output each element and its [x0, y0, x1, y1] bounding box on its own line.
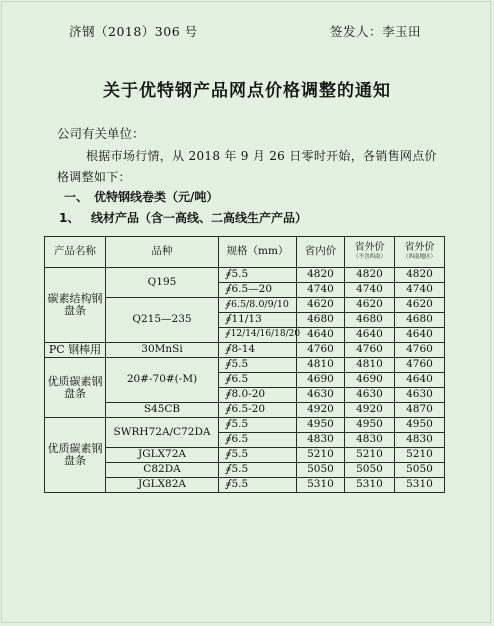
header-variety: 品种	[106, 237, 219, 268]
spec-cell	[219, 388, 297, 403]
table-row	[45, 358, 445, 373]
signer: 签发人：李玉田	[330, 24, 422, 39]
price-in-province: 5210	[297, 448, 345, 463]
header-out-province-1-label: 省外价	[354, 241, 385, 253]
category-carbon: 碳素结构钢盘条	[45, 268, 106, 343]
spec-value: 6.5-20	[231, 403, 266, 416]
diameter-icon: ∮	[225, 403, 231, 416]
diameter-icon: ∮	[225, 463, 231, 476]
price-out-province-2: 4950	[395, 418, 445, 433]
price-out-province-1: 4740	[345, 283, 395, 298]
diameter-icon: ∮	[225, 388, 231, 401]
price-in-province: 4810	[297, 358, 345, 373]
variety-20-70: 20#-70#(-M)	[106, 358, 219, 403]
spec-value: 6.5—20	[231, 283, 273, 296]
spec-value: 5.5	[231, 478, 249, 491]
notice-title: 关于优特钢产品网点价格调整的通知	[103, 81, 391, 101]
variety-c82da: C82DA	[106, 463, 219, 478]
price-out-province-1: 4690	[345, 373, 395, 388]
price-in-province: 4620	[297, 298, 345, 313]
price-table	[44, 236, 445, 493]
price-out-province-1: 5310	[345, 478, 395, 493]
spec-cell	[219, 418, 297, 433]
header-out-province-2	[395, 237, 445, 268]
price-in-province: 4760	[297, 343, 345, 358]
price-in-province: 4690	[297, 373, 345, 388]
diameter-icon: ∮	[225, 313, 231, 326]
price-out-province-2: 5310	[395, 478, 445, 493]
price-in-province: 4630	[297, 388, 345, 403]
price-in-province: 4740	[297, 283, 345, 298]
spec-cell	[219, 283, 297, 298]
price-out-province-2: 4870	[395, 403, 445, 418]
price-out-province-1: 4950	[345, 418, 395, 433]
spec-cell	[219, 463, 297, 478]
subsection-heading	[59, 209, 307, 226]
salutation: 公司有关单位：	[57, 126, 145, 141]
spec-cell	[219, 448, 297, 463]
body-line-1: 根据市场行情，从 2018 年 9 月 26 日零时开始，各销售网点价	[86, 149, 437, 163]
price-out-province-2: 4740	[395, 283, 445, 298]
spec-value: 5.5	[231, 463, 249, 476]
category-quality-1: 优质碳素钢盘条	[45, 358, 106, 418]
category-pc: PC 钢棒用	[45, 343, 106, 358]
spec-value: 8.0-20	[231, 388, 266, 401]
price-out-province-1: 4920	[345, 403, 395, 418]
price-out-province-2: 4640	[395, 328, 445, 343]
category-quality-2: 优质碳素钢盘条	[45, 418, 106, 493]
price-out-province-1: 4760	[345, 343, 395, 358]
header-in-province: 省内价	[297, 237, 345, 268]
subsection-number: 1、	[59, 211, 80, 225]
diameter-icon: ∮	[225, 283, 231, 296]
diameter-icon: ∮	[225, 478, 231, 491]
price-out-province-2: 4680	[395, 313, 445, 328]
price-out-province-2: 4630	[395, 388, 445, 403]
price-out-province-1: 4820	[345, 268, 395, 283]
body-line-2: 格调整如下：	[57, 170, 131, 184]
diameter-icon: ∮	[225, 448, 231, 461]
diameter-icon: ∮	[225, 373, 231, 386]
variety-jglx72a: JGLX72A	[106, 448, 219, 463]
spec-value: 11/13	[231, 313, 262, 326]
variety-s45cb: S45CB	[106, 403, 219, 418]
price-out-province-2: 4820	[395, 268, 445, 283]
spec-cell	[219, 373, 297, 388]
diameter-icon: ∮	[225, 268, 231, 281]
table-header-row	[45, 237, 445, 268]
diameter-icon: ∮	[225, 299, 230, 311]
header-product: 产品名称	[45, 237, 106, 268]
spec-cell	[219, 328, 301, 343]
spec-value: 6.5	[231, 433, 249, 446]
spec-cell	[219, 313, 297, 328]
price-out-province-1: 4830	[345, 433, 395, 448]
spec-value: 5.5	[231, 358, 249, 371]
spec-value: 12/14/16/18/20	[230, 329, 301, 340]
spec-value: 5.5	[231, 448, 249, 461]
section-text: 优特钢线卷类（元/吨）	[94, 190, 219, 204]
price-out-province-2: 4760	[395, 358, 445, 373]
price-out-province-1: 4680	[345, 313, 395, 328]
spec-value: 5.5	[231, 418, 249, 431]
spec-cell	[219, 268, 297, 283]
table-row	[45, 268, 445, 283]
spec-cell	[219, 358, 297, 373]
price-in-province: 5310	[297, 478, 345, 493]
header-out-province-1	[345, 237, 395, 268]
price-out-province-2: 4620	[395, 298, 445, 313]
header-spec: 规格（mm）	[219, 237, 297, 268]
price-in-province: 4830	[297, 433, 345, 448]
price-out-province-1: 5210	[345, 448, 395, 463]
diameter-icon: ∮	[225, 329, 230, 340]
spec-value: 6.5/8.0/9/10	[230, 299, 289, 311]
price-in-province: 4680	[297, 313, 345, 328]
price-out-province-2: 4830	[395, 433, 445, 448]
subsection-text: 线材产品（含一高线、二高线生产产品）	[91, 211, 308, 225]
price-out-province-1: 4810	[345, 358, 395, 373]
price-in-province: 4820	[297, 268, 345, 283]
price-in-province: 4640	[297, 328, 345, 343]
spec-cell	[219, 403, 297, 418]
price-out-province-2: 4640	[395, 373, 445, 388]
price-out-province-2: 4760	[395, 343, 445, 358]
spec-value: 8-14	[231, 343, 256, 356]
variety-q215: Q215—235	[106, 298, 219, 343]
price-out-province-2: 5210	[395, 448, 445, 463]
spec-cell	[219, 433, 297, 448]
spec-cell	[219, 343, 297, 358]
table-row	[45, 343, 445, 358]
variety-30mnsi: 30MnSi	[106, 343, 219, 358]
header-out-province-2-label: 省外价	[404, 241, 435, 253]
price-in-province: 4950	[297, 418, 345, 433]
price-in-province: 5050	[297, 463, 345, 478]
price-out-province-1: 4620	[345, 298, 395, 313]
variety-jglx82a: JGLX82A	[106, 478, 219, 493]
header-out-province-2-note: （西南地区）	[402, 254, 436, 261]
spec-cell	[219, 298, 297, 313]
spec-cell	[219, 478, 297, 493]
diameter-icon: ∮	[225, 418, 231, 431]
price-out-province-1: 4630	[345, 388, 395, 403]
spec-value: 5.5	[231, 268, 249, 281]
header-out-province-1-note: （不含西南）	[352, 254, 386, 261]
spec-value: 6.5	[231, 373, 249, 386]
section-heading	[64, 188, 218, 205]
table-row	[45, 418, 445, 433]
diameter-icon: ∮	[225, 358, 231, 371]
price-out-province-1: 5050	[345, 463, 395, 478]
price-in-province: 4920	[297, 403, 345, 418]
diameter-icon: ∮	[225, 343, 231, 356]
section-number: 一、	[64, 190, 89, 204]
variety-swrh: SWRH72A/C72DA	[106, 418, 219, 448]
price-out-province-1: 4640	[345, 328, 395, 343]
document-number: 济钢（2018）306 号	[69, 24, 198, 39]
price-out-province-2: 5050	[395, 463, 445, 478]
diameter-icon: ∮	[225, 433, 231, 446]
variety-q195: Q195	[106, 268, 219, 298]
